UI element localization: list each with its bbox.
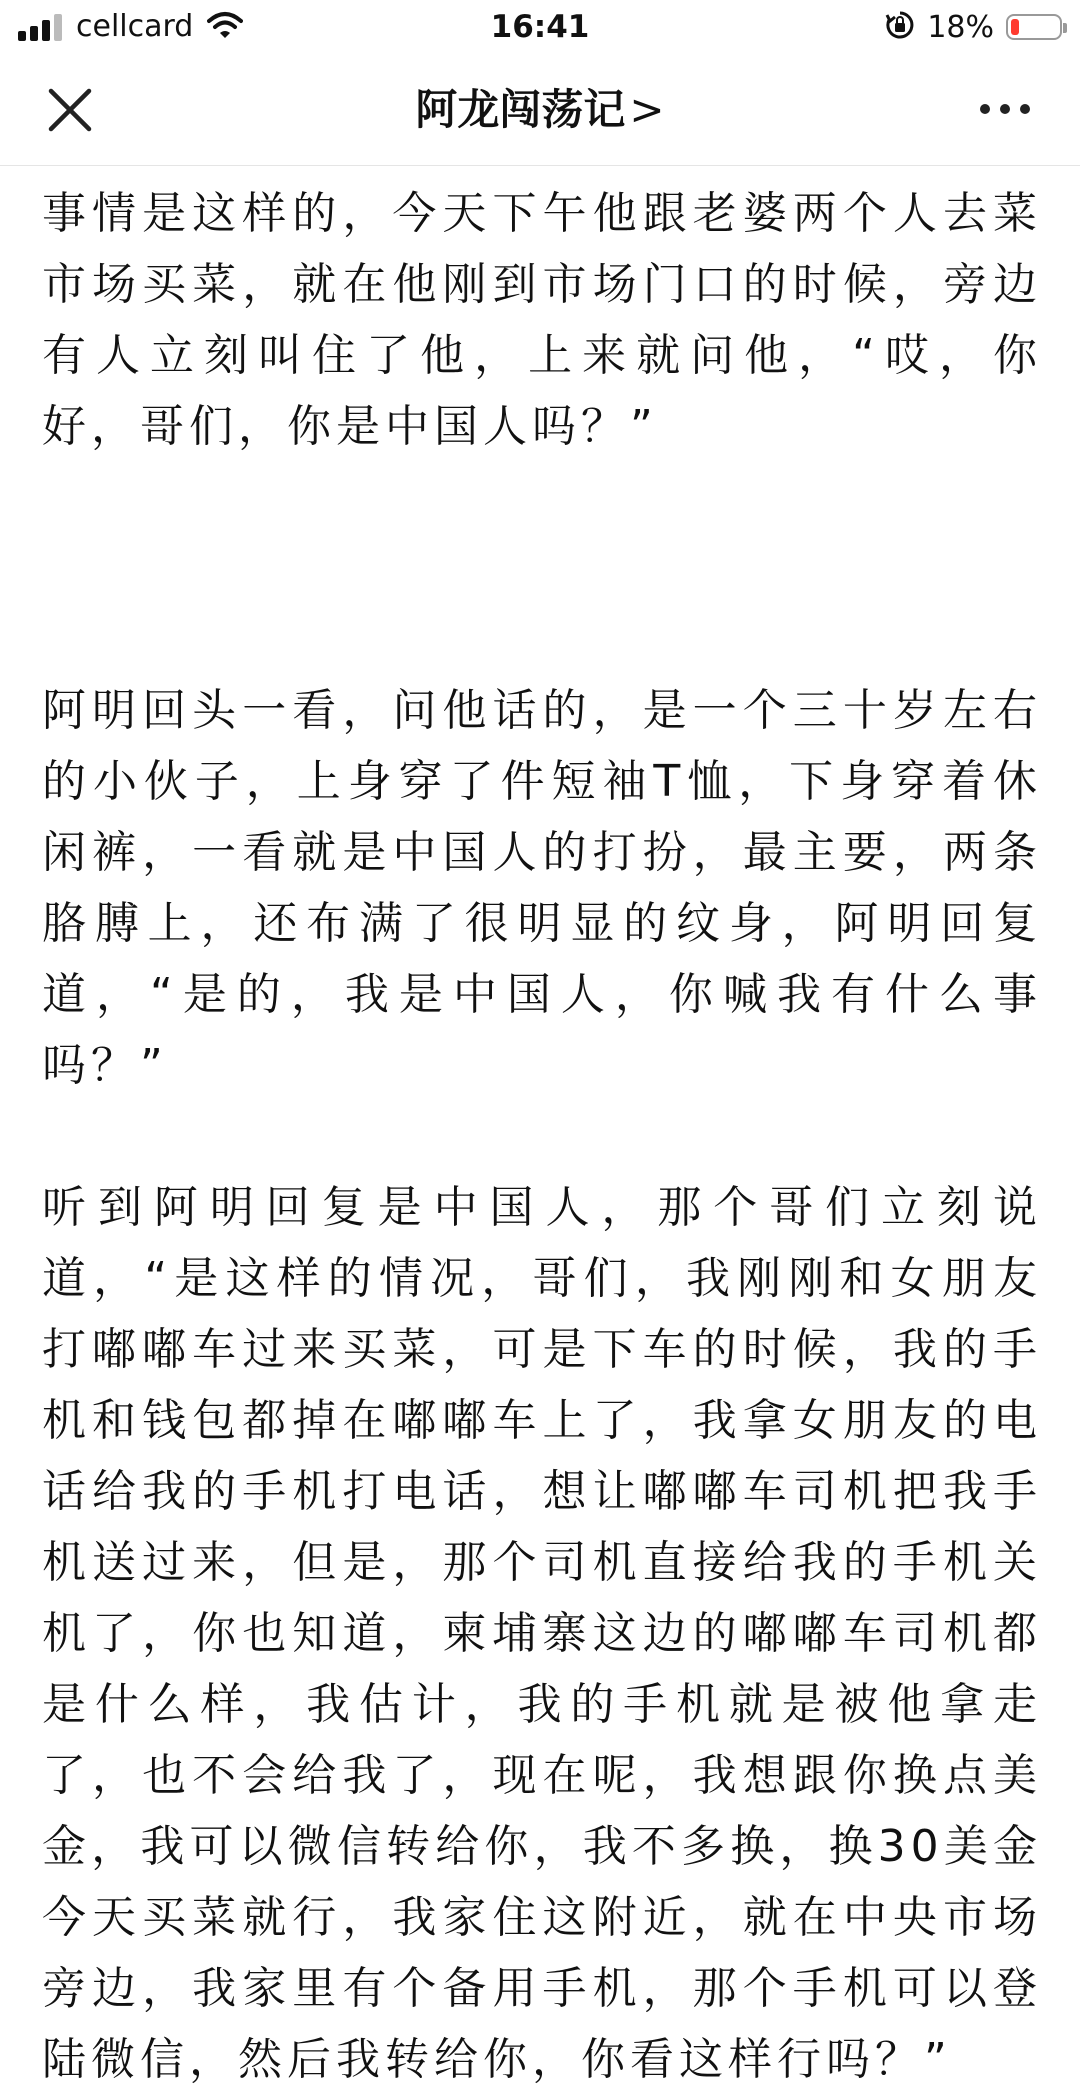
more-icon — [980, 104, 990, 114]
account-title[interactable] — [0, 82, 1080, 138]
battery-icon — [1006, 14, 1062, 40]
nav-bar — [0, 54, 1080, 166]
status-right — [885, 8, 1062, 46]
battery-fill — [1011, 19, 1019, 35]
paragraph-spacer — [42, 462, 1042, 675]
more-button[interactable] — [970, 84, 1040, 134]
article-body — [42, 178, 1042, 2095]
paragraph-spacer — [42, 1101, 1042, 1172]
status-bar — [0, 0, 1080, 54]
account-title-text: 阿龙闯荡记 — [415, 85, 626, 134]
battery-percent: 18% — [927, 9, 994, 45]
article-paragraph: 听到阿明回复是中国人，那个哥们立刻说道，“是这样的情况，哥们，我刚刚和女朋友打嘟嘟车过来买菜，可是下车的时候，我的手机和钱包都掉在嘟嘟车上了，我拿女朋友的电话给我的手机打电话，想让嘟嘟车司机把我手机送过来，但是，那个司机直接给我的手机关机了，你也知道，柬埔寨这边的嘟嘟车司机都是什么样，我估计，我的手机就是被他拿走了，也不会给我了，现在呢，我想跟你换点美金，我可以微信转给你，我不多换，换30美金今天买菜就行，我家住这附近，就在中央市场旁边，我家里有个备用手机，那个手机可以登陆微信，然后我转给你，你看这样行吗？” — [42, 1182, 1042, 2085]
clock-time: 16:41 — [490, 9, 590, 45]
chevron-right-icon: > — [629, 85, 665, 134]
rotation-lock-icon — [885, 10, 915, 44]
article-paragraph: 事情是这样的，今天下午他跟老婆两个人去菜市场买菜，就在他刚到市场门口的时候，旁边有人立刻叫住了他，上来就问他，“哎，你好，哥们，你是中国人吗？” — [42, 188, 1042, 452]
article-paragraph: 阿明回头一看，问他话的，是一个三十岁左右的小伙子，上身穿了件短袖T恤，下身穿着休闲裤，一看就是中国人的打扮，最主要，两条胳膊上，还布满了很明显的纹身，阿明回复道，“是的，我是中国人，你喊我有什么事吗？” — [42, 685, 1042, 1091]
carrier-name: cellcard — [76, 9, 194, 44]
